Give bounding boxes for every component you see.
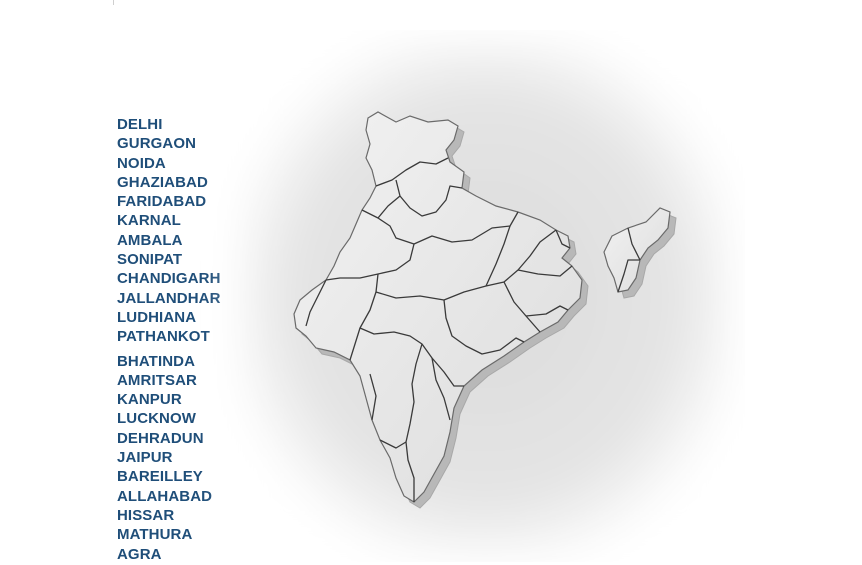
city-item: FARIDABAD xyxy=(117,193,207,211)
top-divider-tick xyxy=(113,0,114,5)
city-item: LUCKNOW xyxy=(117,410,197,428)
city-item: AMBALA xyxy=(117,231,183,249)
city-item: NOIDA xyxy=(117,154,166,172)
city-item: SONIPAT xyxy=(117,251,183,269)
city-item: JAIPUR xyxy=(117,449,173,467)
city-item: MATHURA xyxy=(117,526,193,544)
city-item: LUDHIANA xyxy=(117,308,197,326)
city-item: AMRITSAR xyxy=(117,371,197,389)
city-item: BHATINDA xyxy=(117,352,196,370)
city-item: CHANDIGARH xyxy=(117,270,221,288)
city-item: PATHANKOT xyxy=(117,328,210,346)
city-item: JALLANDHAR xyxy=(117,289,221,307)
city-item: KARNAL xyxy=(117,212,181,230)
city-item: DELHI xyxy=(117,116,163,133)
india-map-svg xyxy=(200,30,745,562)
city-item: ALLAHABAD xyxy=(117,487,213,505)
city-item: DEHRADUN xyxy=(117,429,204,447)
city-item: AGRA xyxy=(117,545,162,563)
city-item: KANPUR xyxy=(117,391,182,409)
city-item: GURGAON xyxy=(117,135,197,153)
city-item: BAREILLEY xyxy=(117,468,203,486)
city-item: HISSAR xyxy=(117,506,175,524)
india-map xyxy=(200,30,745,562)
city-item: GHAZIABAD xyxy=(117,173,208,191)
